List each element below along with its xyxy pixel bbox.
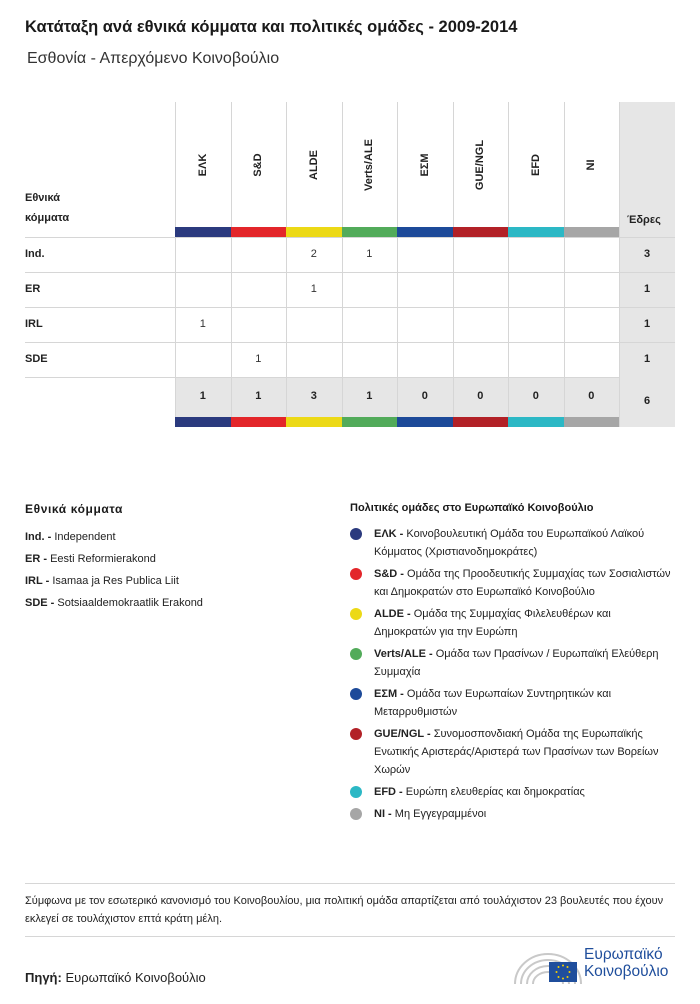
- group-color-dot-icon: [350, 786, 362, 798]
- group-color-bar-top: [453, 227, 509, 237]
- group-code-label: S&D: [252, 152, 265, 177]
- national-legend-name: Eesti Reformierakond: [50, 553, 156, 565]
- group-color-dot-icon: [350, 568, 362, 580]
- group-color-bar-bottom: [342, 417, 398, 427]
- group-legend-code: EFD -: [374, 786, 403, 798]
- group-color-bar-bottom: [286, 417, 342, 427]
- seats-column-background: [619, 102, 675, 427]
- group-column-header: [564, 102, 620, 227]
- party-row-label: IRL: [25, 318, 43, 330]
- group-total-cell: 0: [588, 390, 595, 402]
- group-code-label: ALDE: [307, 149, 320, 180]
- page-title: Κατάταξη ανά εθνικά κόμματα και πολιτικές ομάδες - 2009-2014: [25, 18, 518, 36]
- group-code-label: Verts/ALE: [363, 138, 376, 191]
- group-column-header: [508, 102, 564, 227]
- group-legend-name: Ευρώπη ελευθερίας και δημοκρατίας: [405, 786, 585, 798]
- group-legend-code: ΕΣΜ -: [374, 688, 404, 700]
- party-row-label: ER: [25, 283, 41, 295]
- party-row-label: SDE: [25, 353, 48, 365]
- group-color-bar-bottom: [453, 417, 509, 427]
- group-color-dot-icon: [350, 688, 362, 700]
- national-legend-name: Sotsiaaldemokraatlik Erakond: [57, 597, 203, 609]
- seat-count-cell: 1: [199, 318, 206, 330]
- national-parties-header: Εθνικά κόμματα: [25, 192, 70, 224]
- group-color-bar-top: [564, 227, 620, 237]
- group-color-bar-bottom: [508, 417, 564, 427]
- group-code-label: ΕΛΚ: [196, 153, 209, 176]
- seats-table: [25, 102, 675, 428]
- national-legend-item: [25, 548, 325, 570]
- group-legend-item: [350, 645, 675, 681]
- national-parties-legend: [25, 502, 325, 614]
- group-color-dot-icon: [350, 808, 362, 820]
- group-color-bar-top: [508, 227, 564, 237]
- group-total-cell: 1: [255, 390, 262, 402]
- group-legend-name: Ομάδα των Πρασίνων / Ευρωπαϊκή Ελεύθερη Συμμαχία: [374, 648, 659, 678]
- row-divider: [25, 342, 675, 343]
- group-total-cell: 0: [532, 390, 539, 402]
- group-legend-code: S&D -: [374, 568, 404, 580]
- national-legend-item: [25, 570, 325, 592]
- group-legend-code: ΕΛΚ -: [374, 528, 404, 540]
- group-legend-code: ALDE -: [374, 608, 411, 620]
- row-divider: [25, 307, 675, 308]
- group-color-bar-bottom: [175, 417, 231, 427]
- group-color-bar-top: [397, 227, 453, 237]
- group-total-cell: 1: [199, 390, 206, 402]
- row-divider: [25, 272, 675, 273]
- group-legend-item: [350, 783, 675, 801]
- source-label: Πηγή:: [25, 970, 62, 985]
- national-legend-code: Ind. -: [25, 531, 52, 543]
- group-column-header: [231, 102, 287, 227]
- group-column-header: [286, 102, 342, 227]
- group-column-header: [453, 102, 509, 227]
- row-seats-total: 1: [643, 318, 651, 330]
- group-legend-item: [350, 565, 675, 601]
- group-code-label: ΕΣΜ: [418, 152, 431, 177]
- group-legend-name: Ομάδα της Συμμαχίας Φιλελευθέρων και Δημοκρατών για την Ευρώπη: [374, 608, 611, 638]
- source-value: Ευρωπαϊκό Κοινοβούλιο: [65, 970, 206, 985]
- seats-column-header: Έδρες: [627, 214, 661, 226]
- group-total-cell: 1: [366, 390, 373, 402]
- seat-count-cell: 2: [310, 248, 317, 260]
- national-legend-name: Isamaa ja Res Publica Liit: [52, 575, 179, 587]
- national-legend-title: Εθνικά κόμματα: [25, 502, 123, 516]
- group-color-bar-top: [286, 227, 342, 237]
- seat-count-cell: 1: [255, 353, 262, 365]
- group-legend-item: [350, 605, 675, 641]
- group-color-bar-bottom: [397, 417, 453, 427]
- group-column-header: [342, 102, 398, 227]
- political-groups-legend: [350, 502, 675, 827]
- national-legend-item: [25, 592, 325, 614]
- group-color-bar-top: [342, 227, 398, 237]
- group-color-bar-top: [175, 227, 231, 237]
- row-seats-total: 3: [643, 248, 651, 260]
- group-legend-name: Συνομοσπονδιακή Ομάδα της Ευρωπαϊκής Ενωτικής Αριστεράς/Αριστερά των Πρασίνων των Βορείων Χωρών: [374, 728, 659, 776]
- group-column-header: [397, 102, 453, 227]
- row-divider: [25, 237, 675, 238]
- source-line: [25, 970, 206, 985]
- group-color-dot-icon: [350, 648, 362, 660]
- group-legend-name: Κοινοβουλευτική Ομάδα του Ευρωπαϊκού Λαϊκού Κόμματος (Χριστιανοδημοκράτες): [374, 528, 645, 558]
- national-legend-code: IRL -: [25, 575, 50, 587]
- group-code-label: GUE/NGL: [474, 139, 487, 190]
- groups-legend-title: Πολιτικές ομάδες στο Ευρωπαϊκό Κοινοβούλιο: [350, 502, 594, 514]
- group-color-dot-icon: [350, 728, 362, 740]
- group-legend-code: NI -: [374, 808, 392, 820]
- group-column-header: [175, 102, 231, 227]
- group-color-bar-bottom: [231, 417, 287, 427]
- note-divider-top: [25, 883, 675, 884]
- group-legend-item: [350, 725, 675, 779]
- group-legend-item: [350, 685, 675, 721]
- european-parliament-logo-text: Ευρωπαϊκό Κοινοβούλιο: [584, 946, 669, 980]
- seat-count-cell: 1: [310, 283, 317, 295]
- national-legend-code: SDE -: [25, 597, 55, 609]
- group-legend-item: [350, 805, 675, 823]
- column-divider: [619, 102, 620, 427]
- group-code-label: EFD: [529, 153, 542, 176]
- group-legend-code: GUE/NGL -: [374, 728, 431, 740]
- group-color-dot-icon: [350, 608, 362, 620]
- national-legend-name: Independent: [54, 531, 116, 543]
- group-legend-code: Verts/ALE -: [374, 648, 433, 660]
- national-legend-code: ER -: [25, 553, 47, 565]
- group-color-bar-top: [231, 227, 287, 237]
- group-total-cell: 3: [310, 390, 317, 402]
- footnote: Σύμφωνα με τον εσωτερικό κανονισμό του Κοινοβουλίου, μια πολιτική ομάδα απαρτίζεται από τουλάχιστον 23 βουλευτές που έχουν εκλεγεί σε τουλάχιστον επτά κράτη μέλη.: [25, 895, 664, 925]
- grand-total-seats: 6: [643, 395, 651, 407]
- group-legend-name: Μη Εγγεγραμμένοι: [394, 808, 487, 820]
- european-parliament-logo-icon: [513, 944, 583, 988]
- group-total-cell: 0: [477, 390, 484, 402]
- group-legend-name: Ομάδα της Προοδευτικής Συμμαχίας των Σοσιαλιστών και Δημοκρατών στο Ευρωπαϊκό Κοινοβούλιο: [374, 568, 671, 598]
- group-color-bar-bottom: [564, 417, 620, 427]
- note-divider-bottom: [25, 936, 675, 937]
- party-row-label: Ind.: [25, 248, 45, 260]
- group-code-label: NI: [585, 159, 598, 170]
- row-seats-total: 1: [643, 353, 651, 365]
- seat-count-cell: 1: [366, 248, 373, 260]
- group-color-dot-icon: [350, 528, 362, 540]
- group-legend-item: [350, 525, 675, 561]
- group-total-cell: 0: [421, 390, 428, 402]
- page-subtitle: Εσθονία - Απερχόμενο Κοινοβούλιο: [27, 50, 280, 67]
- row-seats-total: 1: [643, 283, 651, 295]
- group-legend-name: Ομάδα των Ευρωπαίων Συντηρητικών και Μεταρρυθμιστών: [374, 688, 612, 718]
- national-legend-item: [25, 526, 325, 548]
- row-divider: [25, 377, 619, 378]
